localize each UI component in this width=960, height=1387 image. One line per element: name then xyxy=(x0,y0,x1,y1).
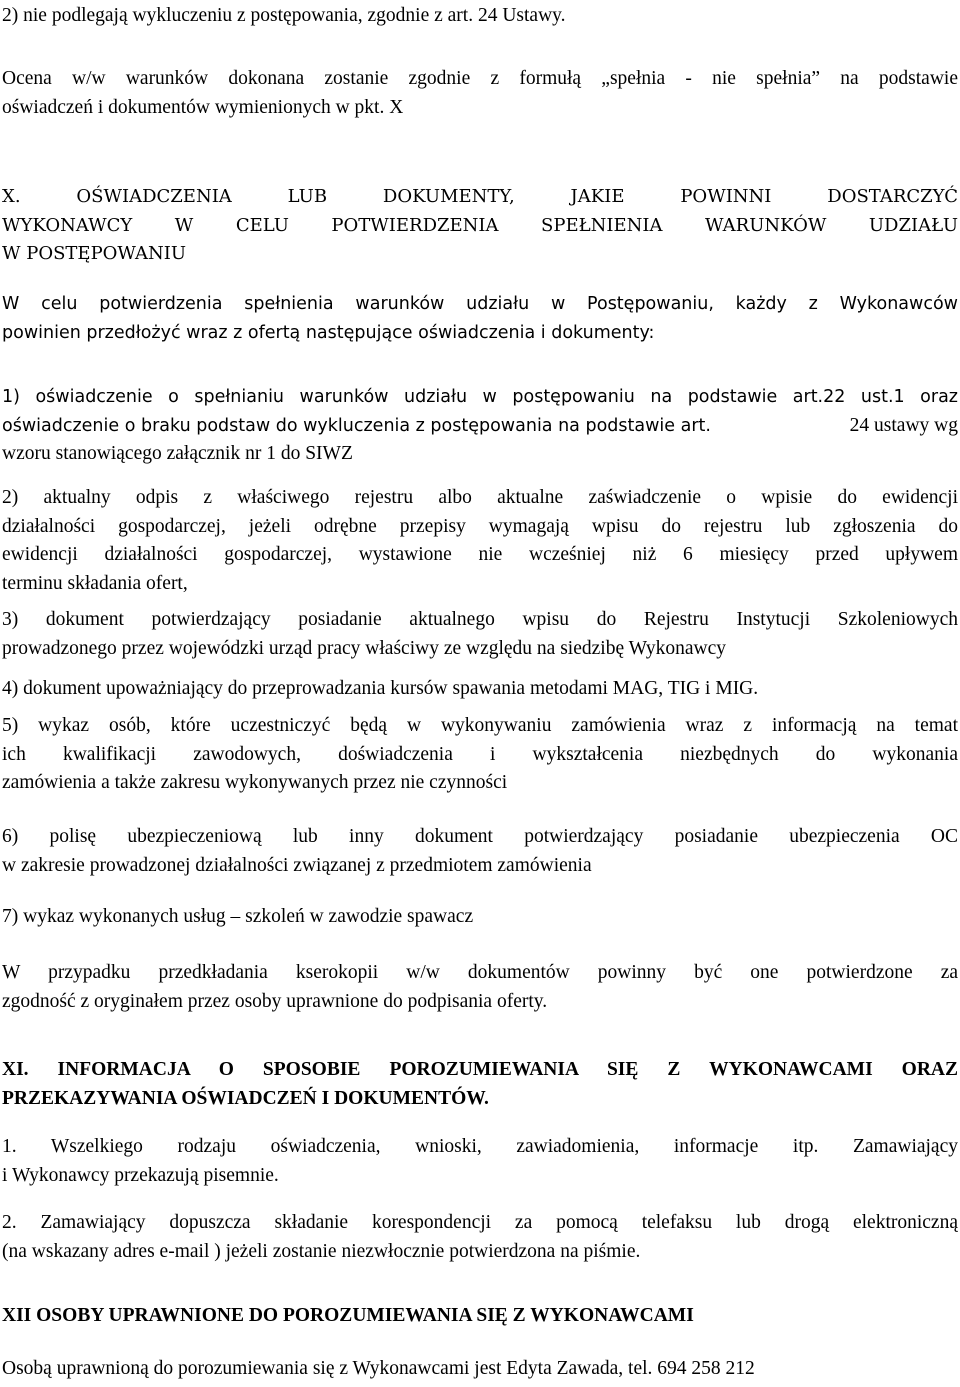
text-line: 3) dokument potwierdzający posiadanie aktualnego wpisu do Rejestru Instytucji Szkoleniowych xyxy=(2,609,958,630)
heading-line: W POSTĘPOWANIU xyxy=(2,243,187,264)
text-line: 5) wykaz osób, które uczestniczyć będą w wykonywaniu zamówienia wraz z informacją na temat xyxy=(2,715,958,736)
heading-line: XII OSOBY UPRAWNIONE DO POROZUMIEWANIA SIĘ Z WYKONAWCAMI xyxy=(2,1305,694,1326)
text-line: i Wykonawcy przekazują pisemnie. xyxy=(2,1164,279,1186)
heading-line: X. OŚWIADCZENIA LUB DOKUMENTY, JAKIE POWINNI DOSTARCZYĆ xyxy=(2,186,958,207)
heading-line: WYKONAWCY W CELU POTWIERDZENIA SPEŁNIENIA WARUNKÓW UDZIAŁU xyxy=(2,214,958,236)
text-line: ich kwalifikacji zawodowych, doświadczenia i wykształcenia niezbędnych do wykonania xyxy=(2,743,958,765)
text-line: ewidencji działalności gospodarczej, wystawione nie wcześniej niż 6 miesięcy przed upływem xyxy=(2,544,958,565)
text-line: 1) oświadczenie o spełnianiu warunków udziału w postępowaniu na podstawie art.22 ust.1 oraz xyxy=(2,387,958,407)
text-line: zamówienia a także zakresu wykonywanych przez nie czynności xyxy=(2,772,508,793)
text-line: zgodność z oryginałem przez osoby uprawnione do podpisania oferty. xyxy=(2,990,548,1012)
section-xi-paragraph-1 xyxy=(2,1133,958,1190)
text-line: W celu potwierdzenia spełnienia warunków udziału w Postępowaniu, każdy z Wykonawców xyxy=(2,294,958,314)
section-xii-paragraph-1 xyxy=(2,1355,958,1384)
text-line: (na wskazany adres e-mail ) jeżeli zostanie niezwłocznie potwierdzona na piśmie. xyxy=(2,1240,641,1262)
text-line: 2) aktualny odpis z właściwego rejestru albo aktualne zaświadczenie o wpisie do ewidencji xyxy=(2,487,958,508)
list-item-2 xyxy=(2,484,958,598)
section-xii-heading xyxy=(2,1302,958,1331)
text-line: Ocena w/w warunków dokonana zostanie zgodnie z formułą „spełnia - nie spełnia” na podstawie xyxy=(2,68,958,89)
list-item-7 xyxy=(2,903,958,932)
list-item-6 xyxy=(2,823,958,880)
text-segment: 24 ustawy wg xyxy=(849,414,958,436)
text-line: Osobą uprawnioną do porozumiewania się z Wykonawcami jest Edyta Zawada, tel. 694 258 212 xyxy=(2,1358,755,1379)
section-xi-heading xyxy=(2,1056,958,1113)
text-line: oświadczeń i dokumentów wymienionych w pkt. X xyxy=(2,96,404,118)
list-item-3 xyxy=(2,606,958,663)
text-line: 7) wykaz wykonanych usług – szkoleń w zawodzie spawacz xyxy=(2,906,474,927)
paragraph-note xyxy=(2,959,958,1016)
text-line: 1. Wszelkiego rodzaju oświadczenia, wnioski, zawiadomienia, informacje itp. Zamawiający xyxy=(2,1136,958,1157)
text-line: działalności gospodarczej, jeżeli odrębne przepisy wymagają wpisu do rejestru lub zgłoszenia do xyxy=(2,515,958,537)
heading-line: PRZEKAZYWANIA OŚWIADCZEŃ I DOKUMENTÓW. xyxy=(2,1087,489,1109)
text-line: 2. Zamawiający dopuszcza składanie korespondencji za pomocą telefaksu lub drogą elektroniczną xyxy=(2,1212,958,1233)
text-line: terminu składania ofert, xyxy=(2,572,188,594)
list-item-5 xyxy=(2,712,958,798)
text-line: 2) nie podlegają wykluczeniu z postępowania, zgodnie z art. 24 Ustawy. xyxy=(2,5,566,26)
text-line: w zakresie prowadzonej działalności związanej z przedmiotem zamówienia xyxy=(2,854,592,876)
text-line: powinien przedłożyć wraz z ofertą następujące oświadczenia i dokumenty: xyxy=(2,322,655,343)
text-segment: oświadczenie o braku podstaw do wykluczenia z postępowania na podstawie art. xyxy=(2,415,711,436)
section-xi-paragraph-2 xyxy=(2,1209,958,1266)
section-x-lead xyxy=(2,290,958,347)
text-line xyxy=(2,412,958,441)
text-line: 6) polisę ubezpieczeniową lub inny dokument potwierdzający posiadanie ubezpieczenia OC xyxy=(2,826,958,847)
section-x-heading xyxy=(2,183,958,269)
paragraph-ocena xyxy=(2,65,958,122)
list-item-1 xyxy=(2,383,958,469)
text-line: W przypadku przedkładania kserokopii w/w dokumentów powinny być one potwierdzone za xyxy=(2,962,958,983)
heading-line: XI. INFORMACJA O SPOSOBIE POROZUMIEWANIA SIĘ Z WYKONAWCAMI ORAZ xyxy=(2,1059,958,1080)
list-item-4 xyxy=(2,675,958,704)
text-line: prowadzonego przez wojewódzki urząd pracy właściwy ze względu na siedzibę Wykonawcy xyxy=(2,637,727,659)
text-line: 4) dokument upoważniający do przeprowadzania kursów spawania metodami MAG, TIG i MIG. xyxy=(2,678,759,699)
text-line: wzoru stanowiącego załącznik nr 1 do SIWZ xyxy=(2,443,353,464)
paragraph-intro xyxy=(2,2,958,31)
